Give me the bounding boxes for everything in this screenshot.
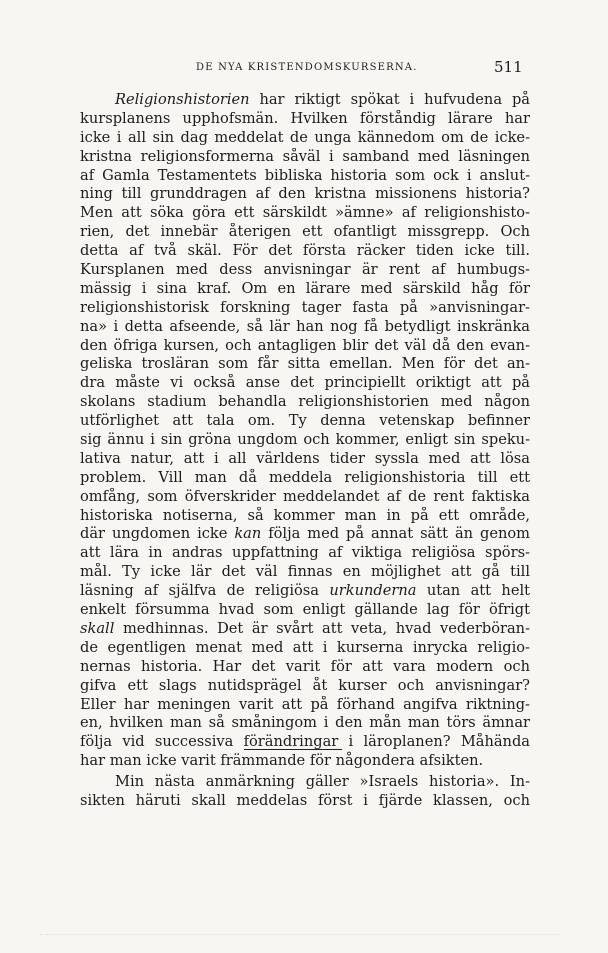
text-run: Min nästa anmärkning gäller »Israels historia». In- — [115, 773, 530, 790]
section-divider — [244, 749, 342, 750]
text-line — [80, 374, 530, 393]
text-run: kursplanens upphofsmän. Hvilken förståndig lärare har — [80, 109, 530, 127]
text-line — [80, 792, 530, 811]
text-run: skolans stadium behandla religionshistorien med någon — [80, 393, 530, 411]
text-run: omfång, som öfverskrider meddelandet af de rent faktiska — [80, 487, 530, 505]
text-run: läsning af själfva de religiösa — [80, 582, 330, 600]
text-line — [80, 658, 530, 677]
text-line — [80, 337, 530, 356]
text-run: där ungdomen icke — [80, 525, 235, 543]
text-line — [80, 261, 530, 280]
text-line — [80, 393, 530, 412]
text-run: af Gamla Testamentets bibliska historia som ock i anslut- — [80, 166, 530, 184]
text-line — [80, 696, 530, 715]
text-run: att lära in andras uppfattning af viktiga religiösa spörs- — [80, 544, 530, 562]
text-line — [80, 507, 530, 526]
text-run: mål. Ty icke lär det väl finnas en möjlighet att gå till — [80, 563, 530, 581]
text-line — [80, 773, 530, 792]
text-run: detta af två skäl. För det första räcker tiden icke till. — [80, 242, 530, 260]
text-line — [80, 412, 530, 431]
text-run: följa med på annat sätt än genom — [261, 525, 530, 543]
text-line — [80, 582, 530, 601]
text-line — [80, 129, 530, 148]
text-line — [80, 620, 530, 639]
text-line — [80, 677, 530, 696]
text-run: rien, det innebär återigen ett ofantligt missgrepp. Och — [80, 223, 530, 241]
text-run: icke i all sin dag meddelat de unga kännedom om de icke- — [80, 128, 530, 146]
emphasis-run: kan — [234, 525, 262, 543]
paragraph-israels-historia — [80, 773, 530, 811]
text-line — [80, 563, 530, 582]
text-run: mässig i sina kraf. Om en lärare med särskild håg för — [80, 279, 530, 297]
text-run: kristna religionsformerna såväl i samband med läsningen — [80, 147, 530, 165]
text-line — [80, 355, 530, 374]
text-run: har riktigt spökat i hufvudena på — [249, 91, 530, 108]
text-line — [80, 525, 530, 544]
text-run: Eller har meningen varit att på förhand angifva riktning- — [80, 695, 530, 713]
text-line — [80, 280, 530, 299]
emphasis-run: Religionshistorien — [115, 91, 250, 108]
running-title: DE NYA KRISTENDOMSKURSERNA. — [196, 62, 418, 73]
paragraph-religionshistorien — [80, 91, 530, 771]
text-run: historiska notiserna, så kommer man in på ett område, — [80, 506, 530, 524]
text-line — [80, 639, 530, 658]
text-run: sikten häruti skall meddelas först i fjärde klassen, och — [80, 791, 530, 809]
text-line — [80, 148, 530, 167]
text-line — [80, 488, 530, 507]
text-line — [80, 91, 530, 110]
text-run: ning till grunddragen af den kristna missionens historia? — [80, 185, 530, 203]
text-line — [80, 318, 530, 337]
text-run: lativa natur, att i all världens tider syssla med att lösa — [80, 449, 530, 467]
text-run: dra måste vi också anse det principiellt oriktigt att på — [80, 374, 530, 392]
text-run: religionshistorisk forskning tager fasta på »anvisningar- — [80, 298, 530, 316]
text-line — [80, 223, 530, 242]
text-line — [80, 714, 530, 733]
text-run: na» i detta afseende, så lär han nog få betydligt inskränka — [80, 317, 530, 335]
text-line — [80, 752, 530, 771]
emphasis-run: urkunderna — [329, 582, 417, 600]
text-line — [80, 204, 530, 223]
text-run: enkelt försumma hvad som enligt gällande lag för öfrigt — [80, 601, 530, 619]
text-line — [80, 242, 530, 261]
text-line — [80, 185, 530, 204]
text-run: de egentligen menat med att i kurserna inrycka religio- — [80, 638, 530, 656]
text-run: har man icke varit främmande för någondera afsikten. — [80, 752, 484, 770]
text-run: gifva ett slags nutidsprägel åt kurser och anvisningar? — [80, 676, 530, 694]
text-run: en, hvilken man så småningom i den mån man törs ämnar — [80, 714, 530, 732]
text-run: nernas historia. Har det varit för att vara modern och — [80, 657, 530, 675]
text-line — [80, 110, 530, 129]
text-line — [80, 544, 530, 563]
text-run: utförlighet att tala om. Ty denna vetenskap befinner — [80, 412, 530, 430]
text-line — [80, 167, 530, 186]
text-line — [80, 299, 530, 318]
text-run: den öfriga kursen, och antagligen blir det väl då den evan- — [80, 336, 530, 354]
text-run: medhinnas. Det är svårt att veta, hvad vederböran- — [114, 619, 530, 637]
text-line — [80, 450, 530, 469]
text-run: problem. Vill man då meddela religionshistoria till ett — [80, 468, 530, 486]
scan-artifact-dots — [40, 934, 560, 941]
text-run: Men att söka göra ett särskildt »ämne» af religionshisto- — [80, 204, 530, 222]
text-line — [80, 431, 530, 450]
text-run: Kursplanen med dess anvisningar är rent af humbugs- — [80, 261, 530, 279]
text-line — [80, 469, 530, 488]
text-run: följa vid successiva förändringar i läroplanen? Måhända — [80, 733, 530, 751]
text-line — [80, 601, 530, 620]
page-number: 511 — [494, 58, 523, 76]
text-run: utan att helt — [416, 582, 530, 600]
emphasis-run: skall — [80, 619, 115, 637]
text-run: geliska trosläran som får sitta emellan. Men för det an- — [80, 355, 530, 373]
text-run: sig ännu i sin gröna ungdom och kommer, enligt sin speku- — [80, 431, 530, 449]
